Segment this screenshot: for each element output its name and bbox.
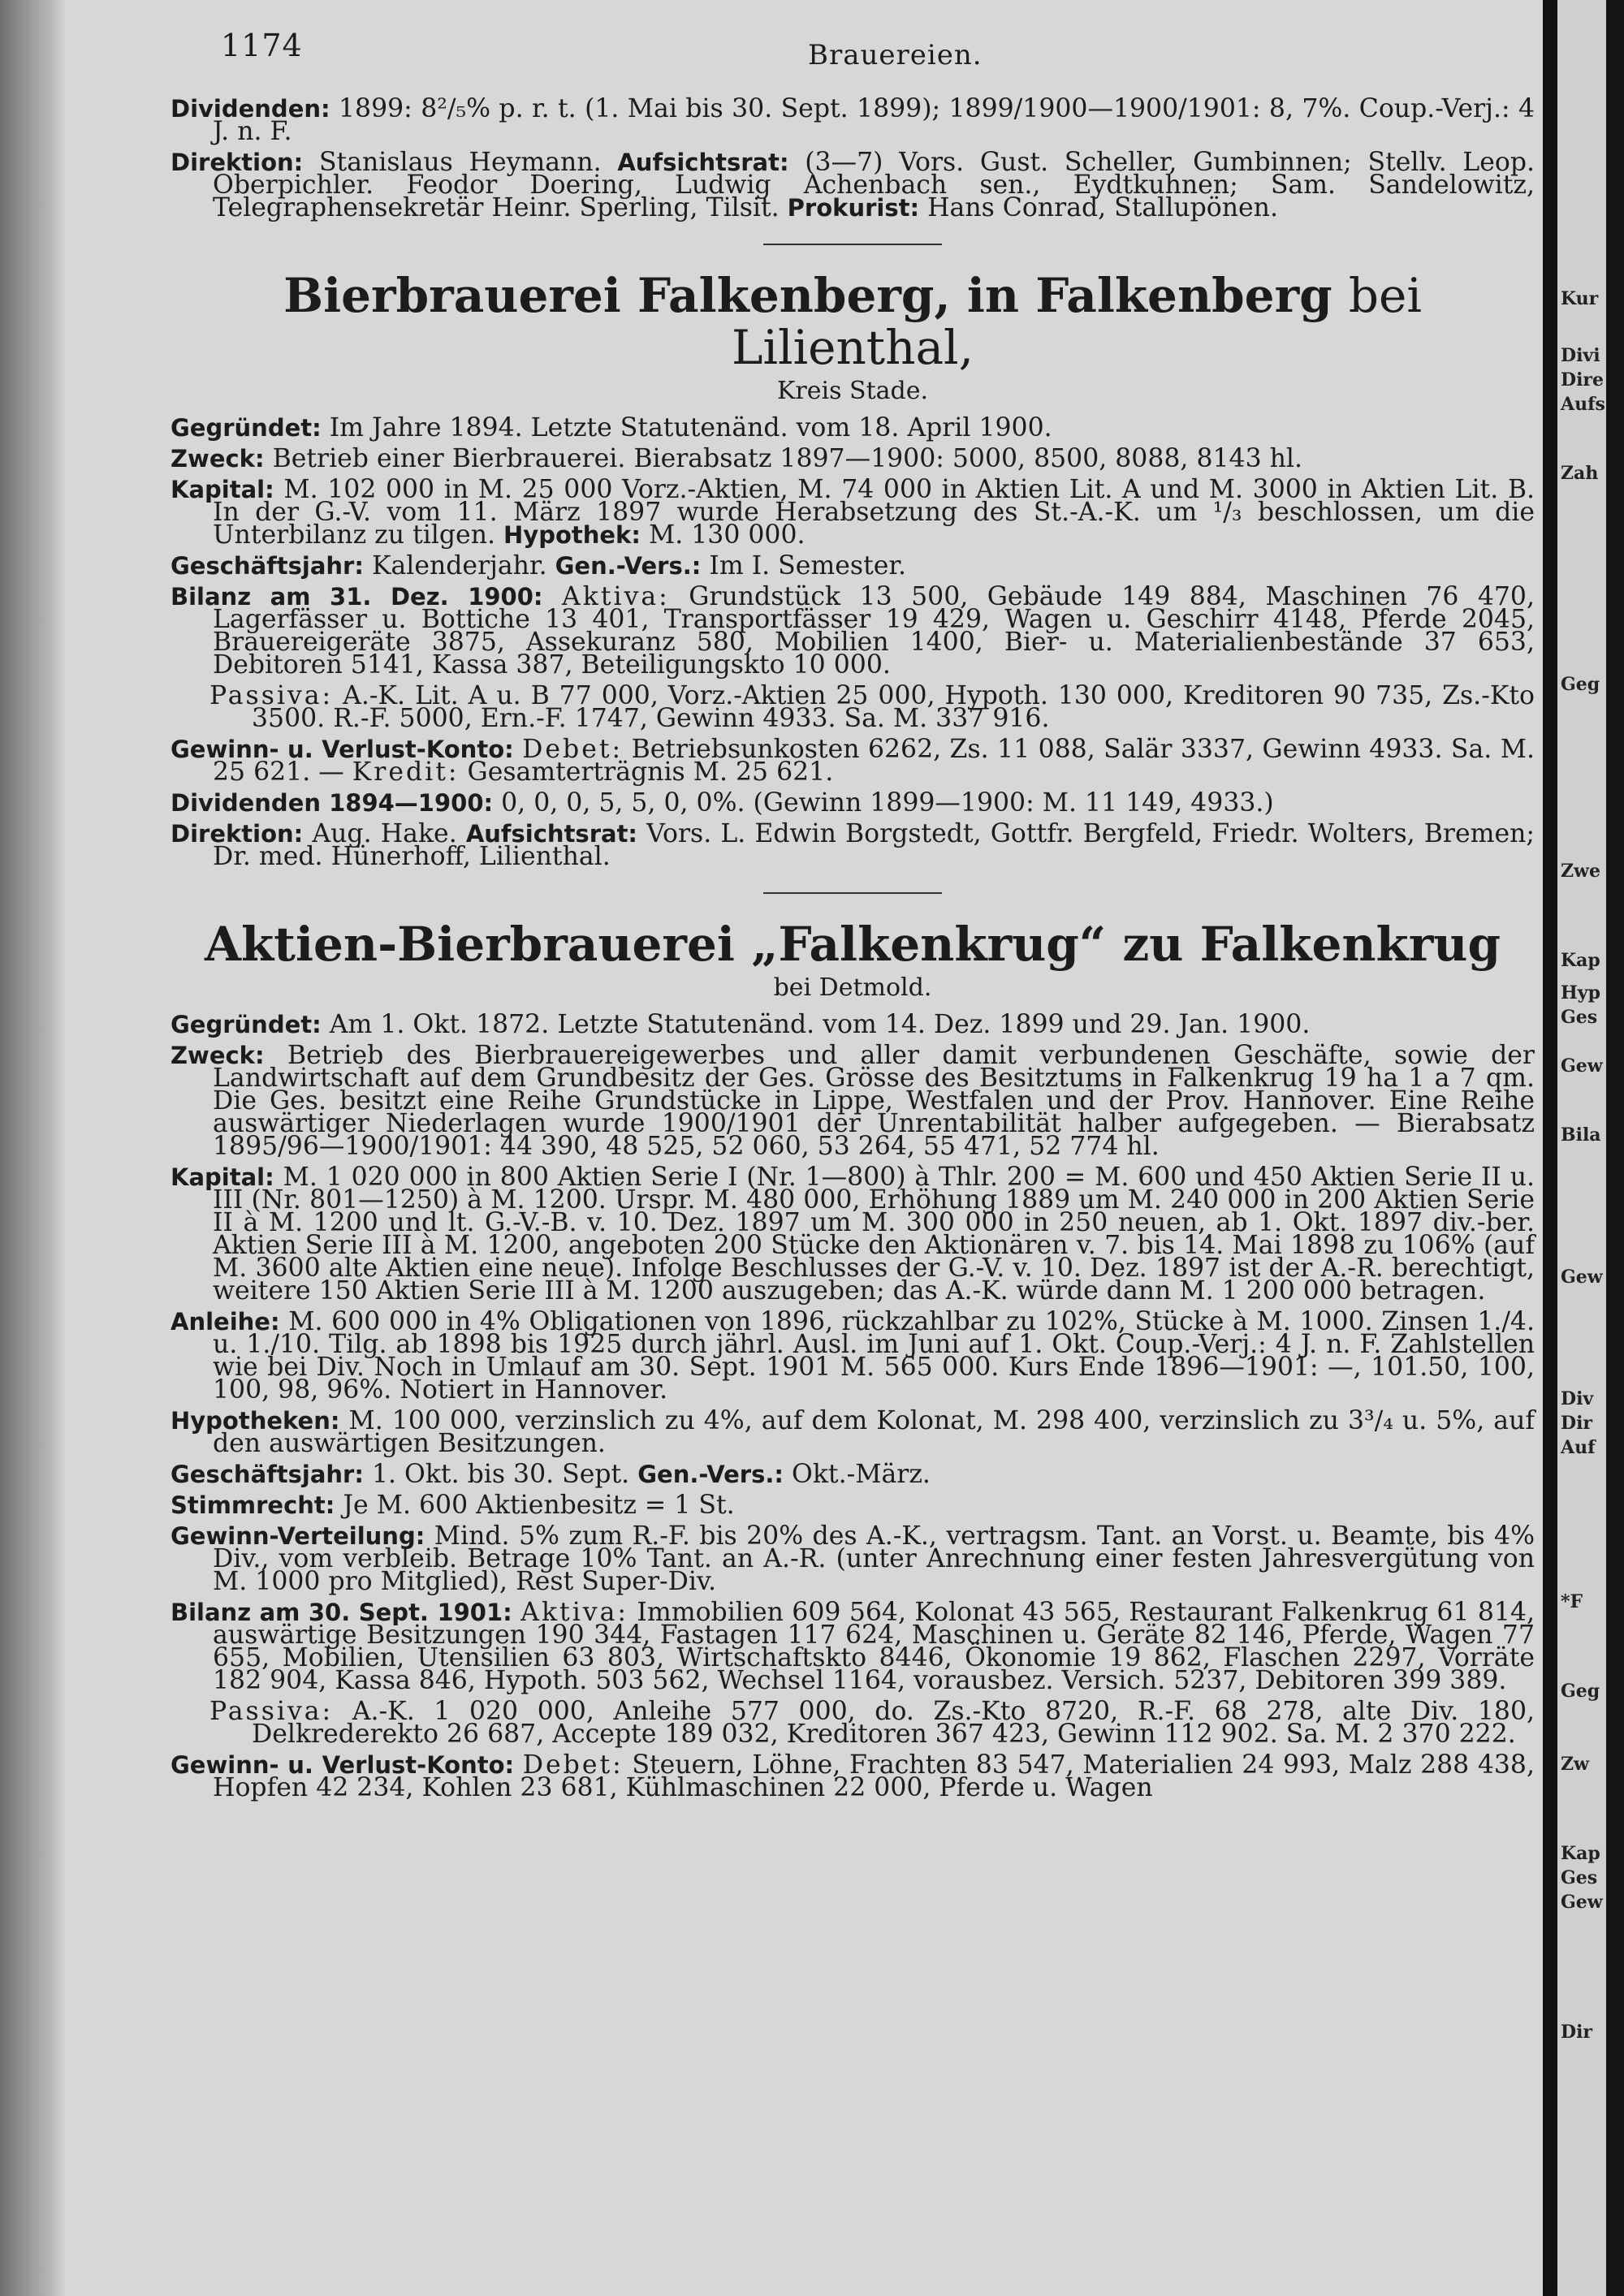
adjacent-page-label: Geg bbox=[1561, 1681, 1600, 1702]
entry-text: Gesamterträgnis M. 25 621. bbox=[467, 757, 834, 787]
entry-paragraph bbox=[171, 551, 1535, 580]
entry-subheading: Debet: bbox=[522, 1750, 624, 1780]
section-separator bbox=[763, 892, 942, 894]
entry-label: Geschäftsjahr: bbox=[171, 1461, 364, 1488]
section1-title-suffix: bei Lilienthal, bbox=[731, 268, 1422, 375]
entry-paragraph bbox=[171, 1041, 1535, 1161]
entry-text: Betrieb des Bierbrauereigewerbes und aller damit verbundenen Geschäfte, sowie der Landwirtschaft auf dem Grundbesitz der Ges. Grösse des Besitztums in Falkenkrug 19 ha 1 a 7 qm. Die Ges. besitzt eine Reihe Grundstücke in Lippe, Westfalen und der Prov. Hannover. Eine Reihe auswärtiger Niederlagen wurde 1900/1901 der Unrentabilität halber aufgegeben. — Bierabsatz 1895/96—1900/1901: 44 390, 48 525, 52 060, 53 264, 55 471, 52 774 hl. bbox=[213, 1041, 1535, 1161]
entry-paragraph bbox=[171, 1460, 1535, 1489]
adjacent-page-label: Kap bbox=[1561, 1843, 1600, 1864]
entry-label: Aufsichtsrat: bbox=[465, 820, 638, 848]
entry-label: Zweck: bbox=[171, 1042, 265, 1069]
entry-text: Am 1. Okt. 1872. Letzte Statutenänd. vom 14. Dez. 1899 und 29. Jan. 1900. bbox=[329, 1010, 1311, 1039]
entry-text: 1899: 8²/₅% p. r. t. (1. Mai bis 30. Sept. 1899); 1899/1900—1900/1901: 8, 7%. Coup.-Verj.: 4 J. n. F. bbox=[213, 94, 1535, 146]
entry-paragraph bbox=[171, 1521, 1535, 1596]
section2-heading bbox=[171, 918, 1535, 970]
section2-subtitle: bei Detmold. bbox=[773, 973, 932, 1002]
page-content bbox=[171, 94, 1535, 1807]
entry-label: Zweck: bbox=[171, 445, 265, 473]
entry-paragraph bbox=[171, 1750, 1535, 1802]
entry-paragraph bbox=[171, 788, 1535, 818]
entry-text: M. 1 020 000 in 800 Aktien Serie I (Nr. 1—800) à Thlr. 200 = M. 600 und 450 Aktien Serie II u. III (Nr. 801—1250) à M. 1200. Urspr. M. 480 000, Erhöhung 1889 um M. 240 000 in 200 Aktien Serie II à M. 1200 und lt. G.-V.-B. v. 10. Dez. 1897 um M. 300 000 in 250 neuen, ab 1. Okt. 1897 div.-ber. Aktien Serie III à M. 1200, angeboten 200 Stücke den Aktionären v. 7. bis 14. Mai 1898 zu 106% (auf M. 3600 alte Aktien eine neue). Infolge Beschlusses der G.-V. v. 10. Dez. 1897 ist der A.-R. berechtigt, weitere 150 Aktien Serie III à M. 1200 auszugeben; das A.-K. würde dann M. 1 200 000 betragen. bbox=[213, 1163, 1535, 1306]
section-separator bbox=[763, 244, 942, 245]
intro-entries bbox=[171, 94, 1535, 222]
entry-text: Hans Conrad, Stallupönen. bbox=[927, 193, 1278, 222]
entry-label: Stimmrecht: bbox=[171, 1491, 335, 1519]
entry-label: Kapital: bbox=[171, 1163, 274, 1191]
entry-text: Betriebsunkosten 6262, Zs. 11 088, Salär 3337, Gewinn 4933. Sa. M. 25 621. — bbox=[213, 735, 1535, 787]
adjacent-page-label: Div bbox=[1561, 1388, 1594, 1409]
entry-label: Dividenden: bbox=[171, 95, 330, 123]
adjacent-page-label: Zah bbox=[1561, 463, 1599, 484]
entry-label: Bilanz am 30. Sept. 1901: bbox=[171, 1599, 512, 1626]
adjacent-page-label: Kur bbox=[1561, 288, 1599, 309]
entry-label: Hypotheken: bbox=[171, 1407, 340, 1435]
entry-text: M. 600 000 in 4% Obligationen von 1896, rückzahlbar zu 102%, Stücke à M. 1000. Zinsen 1./4. u. 1./10. Tilg. ab 1898 bis 1925 durch jährl. Ausl. im Juni auf 1. Okt. Coup.-Verj.: 4 J. n. F. Zahlstellen wie bei Div. Noch in Umlauf am 30. Sept. 1901 M. 565 000. Kurs Ende 1896—1901: —, 101.50, 100, 100, 98, 96%. Notiert in Hannover. bbox=[213, 1307, 1535, 1405]
section1-subtitle: Kreis Stade. bbox=[776, 377, 929, 405]
entry-paragraph bbox=[171, 1163, 1535, 1306]
entry-text: Steuern, Löhne, Frachten 83 547, Materialien 24 993, Malz 288 438, Hopfen 42 234, Kohlen 23 681, Kühlmaschinen 22 000, Pferde u. Wagen bbox=[213, 1750, 1535, 1802]
entry-label: Gegründet: bbox=[171, 1011, 322, 1038]
adjacent-page-label: Ges bbox=[1561, 1867, 1598, 1888]
adjacent-page-label: Geg bbox=[1561, 674, 1600, 695]
entry-text: A.-K. 1 020 000, Anleihe 577 000, do. Zs.-Kto 8720, R.-F. 68 278, alte Div. 180, Delkrederekto 26 687, Accepte 189 032, Kreditoren 367 423, Gewinn 112 902. Sa. M. 2 370 222. bbox=[252, 1697, 1535, 1749]
entry-label: Dividenden 1894—1900: bbox=[171, 789, 494, 817]
entry-paragraph bbox=[171, 1491, 1535, 1520]
entry-text: Immobilien 609 564, Kolonat 43 565, Restaurant Falkenkrug 61 814, auswärtige Besitzungen 190 344, Fastagen 117 624, Maschinen u. Geräte 82 146, Pferde, Wagen 77 655, Mobilien, Utensilien 63 803, Wirtschaftskto 8446, Ökonomie 19 862, Flaschen 2297, Vorräte 182 904, Kassa 846, Hypoth. 503 562, Wechsel 1164, vorausbez. Versich. 5237, Debitoren 399 389. bbox=[213, 1598, 1535, 1695]
entry-label: Gen.-Vers.: bbox=[637, 1461, 784, 1488]
entry-text: Im I. Semester. bbox=[709, 551, 906, 580]
entry-paragraph bbox=[171, 94, 1535, 146]
entry-subheading: Aktiva: bbox=[562, 582, 670, 611]
section2-title: Aktien-Bierbrauerei „Falkenkrug“ zu Falkenkrug bbox=[204, 917, 1501, 972]
entry-paragraph bbox=[171, 1307, 1535, 1405]
adjacent-page-label: Dire bbox=[1561, 369, 1605, 391]
adjacent-page-label: Ges bbox=[1561, 1007, 1598, 1028]
adjacent-page-label: Divi bbox=[1561, 345, 1600, 366]
entry-label: Direktion: bbox=[171, 820, 304, 848]
entry-label: Gewinn- u. Verlust-Konto: bbox=[171, 1751, 515, 1779]
section1-body bbox=[171, 413, 1535, 871]
entry-text: Kalenderjahr. bbox=[371, 551, 547, 580]
entry-paragraph bbox=[171, 735, 1535, 787]
entry-text: Grundstück 13 500, Gebäude 149 884, Maschinen 76 470, Lagerfässer u. Bottiche 13 401, Transportfässer 19 429, Wagen u. Geschirr 4148, Pferde 2045, Brauereigeräte 3875, Assekuranz 580, Mobilien 1400, Bier- u. Materialienbestände 37 653, Debitoren 5141, Kassa 387, Beteiligungskto 10 000. bbox=[213, 582, 1535, 680]
entry-paragraph bbox=[171, 1598, 1535, 1695]
adjacent-page-label: Auf bbox=[1561, 1437, 1596, 1458]
entry-text: 1. Okt. bis 30. Sept. bbox=[371, 1460, 630, 1489]
entry-subheading: Aktiva: bbox=[520, 1598, 628, 1627]
adjacent-page-label: Hyp bbox=[1561, 982, 1600, 1003]
entry-paragraph bbox=[171, 475, 1535, 550]
entry-paragraph bbox=[171, 1010, 1535, 1039]
entry-label: Bilanz am 31. Dez. 1900: bbox=[171, 583, 543, 611]
entry-text: M. 102 000 in M. 25 000 Vorz.-Aktien, M. 74 000 in Aktien Lit. A und M. 3000 in Aktien Lit. B. In der G.-V. vom 11. März 1897 wurde Herabsetzung des St.-A.-K. um ¹/₃ beschlossen, um die Unterbilanz zu tilgen. bbox=[213, 475, 1535, 550]
adjacent-page-label: Kap bbox=[1561, 950, 1600, 971]
entry-text: M. 130 000. bbox=[648, 520, 806, 550]
entry-text: Je M. 600 Aktienbesitz = 1 St. bbox=[343, 1491, 735, 1520]
entry-paragraph bbox=[171, 1406, 1535, 1458]
entry-text: (3—7) Vors. Gust. Scheller, Gumbinnen; Stellv. Leop. Oberpichler. Feodor Doering, Ludwig Achenbach sen., Eydtkuhnen; Sam. Sandelowitz, Telegraphensekretär Heinr. Sperling, Tilsit. bbox=[213, 148, 1535, 222]
entry-text: Okt.-März. bbox=[792, 1460, 931, 1489]
entry-text: Im Jahre 1894. Letzte Statutenänd. vom 18. April 1900. bbox=[329, 413, 1052, 442]
entry-label: Gewinn- u. Verlust-Konto: bbox=[171, 736, 514, 763]
adjacent-page-label: Aufs bbox=[1561, 394, 1605, 415]
entry-paragraph bbox=[171, 444, 1535, 473]
entry-label: Anleihe: bbox=[171, 1308, 280, 1336]
adjacent-page-label: Bila bbox=[1561, 1124, 1601, 1146]
adjacent-page-label: Dir bbox=[1561, 1413, 1593, 1434]
left-binding-gutter bbox=[0, 0, 65, 2296]
adjacent-page-label: Gew bbox=[1561, 1892, 1603, 1913]
running-title: Brauereien. bbox=[808, 39, 983, 71]
entry-label: Geschäftsjahr: bbox=[171, 552, 364, 580]
entry-label: Direktion: bbox=[171, 149, 304, 176]
adjacent-page-label: Zwe bbox=[1561, 861, 1600, 882]
section1-title: Bierbrauerei Falkenberg, in Falkenberg bbox=[283, 268, 1332, 323]
entry-paragraph bbox=[171, 148, 1535, 222]
right-edge bbox=[1606, 0, 1624, 2296]
page-divider bbox=[1543, 0, 1557, 2296]
page-number: 1174 bbox=[221, 28, 303, 63]
adjacent-page-label: Dir bbox=[1561, 2022, 1593, 2043]
entry-subheading: Kredit: bbox=[352, 757, 460, 787]
entry-paragraph bbox=[171, 681, 1535, 733]
entry-subheading: Debet: bbox=[522, 735, 624, 764]
entry-text: Betrieb einer Bierbrauerei. Bierabsatz 1897—1900: 5000, 8500, 8088, 8143 hl. bbox=[272, 444, 1303, 473]
adjacent-page-label: Zw bbox=[1561, 1754, 1589, 1775]
adjacent-page-label: Gew bbox=[1561, 1055, 1603, 1077]
entry-text: M. 100 000, verzinslich zu 4%, auf dem Kolonat, M. 298 400, verzinslich zu 3³/₄ u. 5%, auf den auswärtigen Besitzungen. bbox=[213, 1406, 1535, 1458]
entry-text: Vors. L. Edwin Borgstedt, Gottfr. Bergfeld, Friedr. Wolters, Bremen; Dr. med. Hünerhoff, Lilienthal. bbox=[213, 819, 1535, 871]
entry-paragraph bbox=[171, 413, 1535, 442]
adjacent-page-label: Gew bbox=[1561, 1267, 1603, 1288]
entry-subheading: Passiva: bbox=[209, 681, 334, 710]
entry-label: Prokurist: bbox=[787, 194, 920, 222]
entry-label: Gen.-Vers.: bbox=[555, 552, 702, 580]
entry-text: Stanislaus Heymann. bbox=[318, 148, 602, 177]
entry-paragraph bbox=[171, 819, 1535, 871]
entry-paragraph bbox=[171, 1697, 1535, 1749]
entry-label: Gegründet: bbox=[171, 414, 322, 442]
section2-body bbox=[171, 1010, 1535, 1802]
entry-label: Kapital: bbox=[171, 476, 274, 503]
entry-text: A.-K. Lit. A u. B 77 000, Vorz.-Aktien 25 000, Hypoth. 130 000, Kreditoren 90 735, Zs.-Kto 3500. R.-F. 5000, Ern.-F. 1747, Gewinn 4933. Sa. M. 337 916. bbox=[252, 681, 1535, 733]
entry-text: 0, 0, 0, 5, 5, 0, 0%. (Gewinn 1899—1900: M. 11 149, 4933.) bbox=[501, 788, 1274, 818]
entry-text: Mind. 5% zum R.-F. bis 20% des A.-K., vertragsm. Tant. an Vorst. u. Beamte, bis 4% Div., vom verbleib. Betrage 10% Tant. an A.-R. (unter Anrechnung einer festen Jahresvergütung von M. 1000 pro Mitglied), Rest Super-Div. bbox=[213, 1521, 1535, 1596]
entry-label: Aufsichtsrat: bbox=[617, 149, 789, 176]
entry-label: Gewinn-Verteilung: bbox=[171, 1522, 425, 1550]
section1-heading bbox=[171, 270, 1535, 373]
entry-paragraph bbox=[171, 582, 1535, 680]
entry-label: Hypothek: bbox=[503, 521, 641, 549]
adjacent-page-margin bbox=[1557, 0, 1606, 2296]
entry-subheading: Passiva: bbox=[209, 1697, 334, 1726]
adjacent-page-label: *F bbox=[1561, 1591, 1583, 1612]
entry-text: Aug. Hake. bbox=[312, 819, 457, 848]
